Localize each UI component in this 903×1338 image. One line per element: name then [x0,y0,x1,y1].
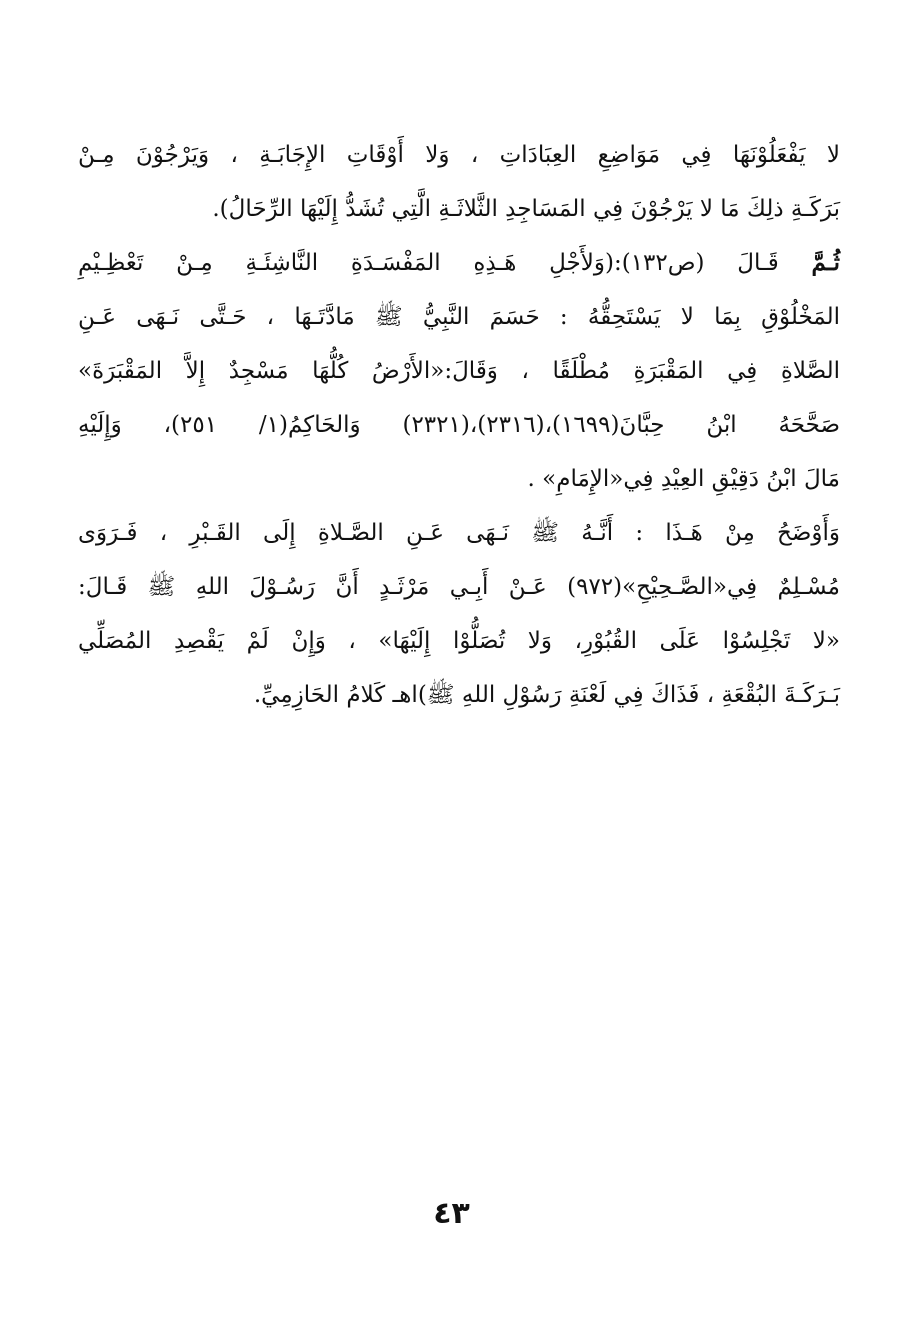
paragraph-3 [78,506,840,722]
text-line: بَـرَكَـةَ البُقْعَةِ ، فَذَاكَ فِي لَعْنَةِ رَسُوْلِ اللهِ ﷺ)اهـ كَلامُ الحَازِمِيِّ. [253,682,840,708]
text-line [78,236,840,290]
text-line: مَالَ ابْنُ دَقِيْقِ العِيْدِ فِي«الإِمَامِ» . [527,466,840,492]
text-line: صَحَّحَهُ ابْنُ حِبَّانَ(١٦٩٩)،(٢٣١٦)،(٢٣٢١) وَالحَاكِمُ(١/ ٢٥١)، وَإِلَيْهِ [78,412,841,438]
paragraph-lead-word: ثُـمَّ [811,249,840,276]
text-line: المَخْلُوْقِ بِمَا لا يَسْتَحِقُّهُ : حَسَمَ النَّبِيُّ ﷺ مَادَّتَـهَا ، حَـتَّى نَـهَى عَـنِ [78,304,840,330]
text-line: بَرَكَـةِ ذلِكَ مَا لا يَرْجُوْنَ فِي المَسَاجِدِ الثَّلاثَـةِ الَّتِي تُشَدُّ إِلَيْهَا الرِّحَالُ). [212,196,840,222]
paragraph-1 [78,128,840,236]
text-line: وَأَوْضَحُ مِنْ هَـذَا : أَنَّـهُ ﷺ نَـهَى عَـنِ الصَّـلاةِ إِلَى القَـبْرِ ، فَـرَوَى [78,520,840,546]
text-line: «لا تَجْلِسُوْا عَلَى القُبُوْرِ، وَلا تُصَلُّوْا إِلَيْهَا» ، وَإِنْ لَمْ يَقْصِدِ المُصَلِّي [78,628,840,654]
text-line: مُسْـلِمٌ فِي«الصَّـحِيْحِ»(٩٧٢) عَـنْ أَبِـي مَرْثَـدٍ أَنَّ رَسُـوْلَ اللهِ ﷺ قَـالَ: [78,574,840,600]
page-number: ٤٣ [433,1196,470,1231]
text-line: لا يَفْعَلُوْنَهَا فِي مَوَاضِعِ العِبَادَاتِ ، وَلا أَوْقَاتِ الإِجَابَـةِ ، وَيَرْجُوْنَ مِـنْ [78,142,840,168]
text-line: الصَّلاةِ فِي المَقْبَرَةِ مُطْلَقًا ، وَقَالَ:«الأَرْضُ كُلُّهَا مَسْجِدٌ إِلاَّ المَقْبَرَةَ» [78,358,840,384]
text-line-rest: قَـالَ (ص١٣٢):(وَلأَجْلِ هَـذِهِ المَفْسَـدَةِ النَّاشِئَـةِ مِـنْ تَعْظِـيْمِ [78,250,779,276]
body-text [78,128,840,722]
paragraph-2 [78,236,840,506]
